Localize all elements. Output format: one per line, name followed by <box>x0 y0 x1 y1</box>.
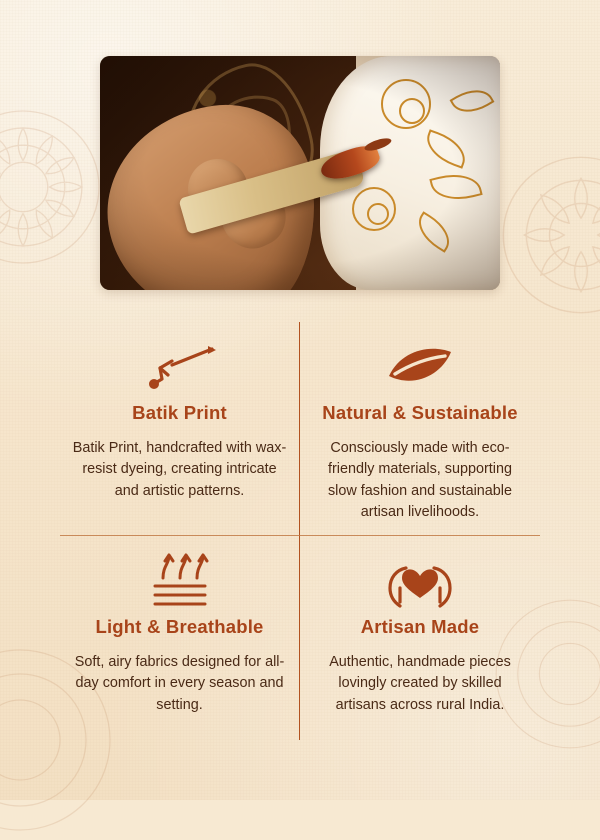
hands-heart-icon <box>384 550 456 612</box>
hero-vignette <box>100 56 500 290</box>
feature-title: Artisan Made <box>361 616 480 638</box>
canting-tool-icon <box>142 336 218 398</box>
feature-card-artisan-made <box>300 536 540 740</box>
feature-description: Batik Print, handcrafted with wax-resist dyeing, creating intricate and artistic patterns. <box>73 438 287 502</box>
feature-card-natural-sustainable <box>300 322 540 536</box>
feature-title: Light & Breathable <box>95 616 263 638</box>
feature-description: Authentic, handmade pieces lovingly created by skilled artisans across rural India. <box>313 652 527 716</box>
feature-card-light-breathable <box>60 536 300 740</box>
feature-description: Consciously made with eco-friendly materials, supporting slow fashion and sustainable artisan livelihoods. <box>313 438 527 523</box>
feature-title: Batik Print <box>132 402 227 424</box>
feature-description: Soft, airy fabrics designed for all-day comfort in every season and setting. <box>73 652 287 716</box>
feature-title: Natural & Sustainable <box>322 402 517 424</box>
feature-card-batik-print <box>60 322 300 536</box>
hero-image-scene <box>100 56 500 290</box>
feature-grid <box>60 322 540 740</box>
hero-image <box>100 56 500 290</box>
breathable-airflow-icon <box>149 550 211 612</box>
leaf-icon <box>385 336 455 398</box>
